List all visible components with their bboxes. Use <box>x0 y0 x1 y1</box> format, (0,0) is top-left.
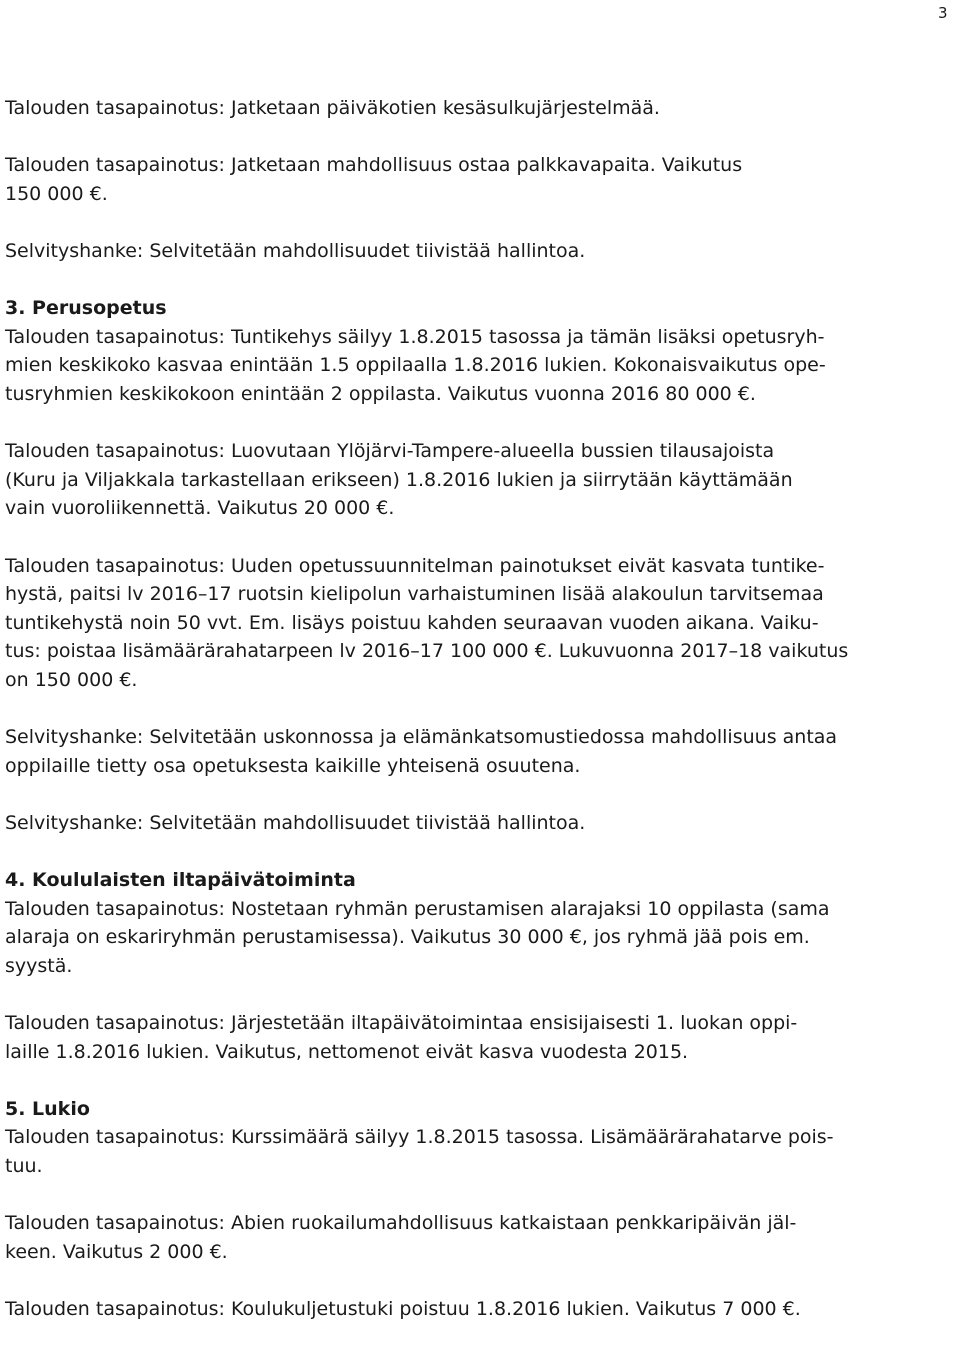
paragraph <box>5 94 950 123</box>
paragraph <box>5 809 950 838</box>
paragraph <box>5 151 950 208</box>
paragraph <box>5 1209 950 1266</box>
paragraph <box>5 723 950 780</box>
paragraph-line: tuntikehystä noin 50 vvt. Em. lisäys poistuu kahden seuraavan vuoden aikana. Vaiku- <box>5 611 819 634</box>
paragraph-line: Talouden tasapainotus: Abien ruokailumahdollisuus katkaistaan penkkaripäivän jäl- <box>5 1212 797 1235</box>
paragraph-line: Selvityshanke: Selvitetään uskonnossa ja elämänkatsomustiedossa mahdollisuus antaa <box>5 726 838 749</box>
paragraph-line: tusryhmien keskikokoon enintään 2 oppilasta. Vaikutus vuonna 2016 80 000 €. <box>5 382 756 405</box>
paragraph <box>5 1123 950 1180</box>
paragraph-line: mien keskikoko kasvaa enintään 1.5 oppilaalla 1.8.2016 lukien. Kokonaisvaikutus ope- <box>5 354 826 377</box>
paragraph-line: alaraja on eskariryhmän perustamisessa). Vaikutus 30 000 €, jos ryhmä jää pois em. <box>5 926 810 949</box>
paragraph-line: syystä. <box>5 954 73 977</box>
paragraph-line: Talouden tasapainotus: Nostetaan ryhmän perustamisen alarajaksi 10 oppilasta (sama <box>5 897 830 920</box>
paragraph-line: 150 000 €. <box>5 182 108 205</box>
paragraph-line: Talouden tasapainotus: Jatketaan päiväkotien kesäsulkujärjestelmää. <box>5 97 660 119</box>
paragraph-line: on 150 000 €. <box>5 668 138 691</box>
paragraph-line: Talouden tasapainotus: Järjestetään iltapäivätoimintaa ensisijaisesti 1. luokan oppi- <box>5 1012 798 1034</box>
section-heading <box>5 294 950 323</box>
paragraph-line: Selvityshanke: Selvitetään mahdollisuudet tiivistää hallintoa. <box>5 239 586 262</box>
paragraph <box>5 552 950 695</box>
paragraph-line: Talouden tasapainotus: Luovutaan Ylöjärvi-Tampere-alueella bussien tilausajoista <box>5 440 775 463</box>
paragraph-line: Talouden tasapainotus: Tuntikehys säilyy 1.8.2015 tasossa ja tämän lisäksi opetusryh- <box>5 325 825 348</box>
paragraph-line: Selvityshanke: Selvitetään mahdollisuudet tiivistää hallintoa. <box>5 811 586 834</box>
paragraph-line: oppilaille tietty osa opetuksesta kaikille yhteisenä osuutena. <box>5 754 581 777</box>
paragraph-line: Talouden tasapainotus: Jatketaan mahdollisuus ostaa palkkavapaita. Vaikutus <box>5 154 743 177</box>
paragraph <box>5 1295 950 1324</box>
section-heading <box>5 866 950 895</box>
paragraph-line: Talouden tasapainotus: Koulukuljetustuki poistuu 1.8.2016 lukien. Vaikutus 7 000 €. <box>5 1297 801 1320</box>
paragraph-line: (Kuru ja Viljakkala tarkastellaan erikseen) 1.8.2016 lukien ja siirrytään käyttämään <box>5 468 793 491</box>
section-heading <box>5 1095 950 1124</box>
paragraph-line: hystä, paitsi lv 2016–17 ruotsin kielipolun varhaistuminen lisää alakoulun tarvitsemaa <box>5 583 824 606</box>
section-heading-text: 3. Perusopetus <box>5 297 167 320</box>
paragraph <box>5 1009 950 1066</box>
paragraph-line: tuu. <box>5 1154 43 1177</box>
page-number: 3 <box>938 4 948 22</box>
paragraph-line: keen. Vaikutus 2 000 €. <box>5 1240 228 1263</box>
paragraph <box>5 895 950 981</box>
paragraph <box>5 237 950 266</box>
paragraph-line: Talouden tasapainotus: Kurssimäärä säilyy 1.8.2015 tasossa. Lisämäärärahatarve pois- <box>5 1126 834 1149</box>
paragraph <box>5 437 950 523</box>
section-heading-text: 5. Lukio <box>5 1097 90 1120</box>
document-body <box>5 94 950 1352</box>
paragraph <box>5 323 950 409</box>
paragraph-line: laille 1.8.2016 lukien. Vaikutus, nettomenot eivät kasva vuodesta 2015. <box>5 1040 689 1063</box>
paragraph-line: tus: poistaa lisämäärärahatarpeen lv 2016–17 100 000 €. Lukuvuonna 2017–18 vaikutus <box>5 640 849 663</box>
section-heading-text: 4. Koululaisten iltapäivätoiminta <box>5 869 356 892</box>
paragraph-line: Talouden tasapainotus: Uuden opetussuunnitelman painotukset eivät kasvata tuntike- <box>5 554 825 577</box>
paragraph-line: vain vuoroliikennettä. Vaikutus 20 000 €. <box>5 497 395 520</box>
